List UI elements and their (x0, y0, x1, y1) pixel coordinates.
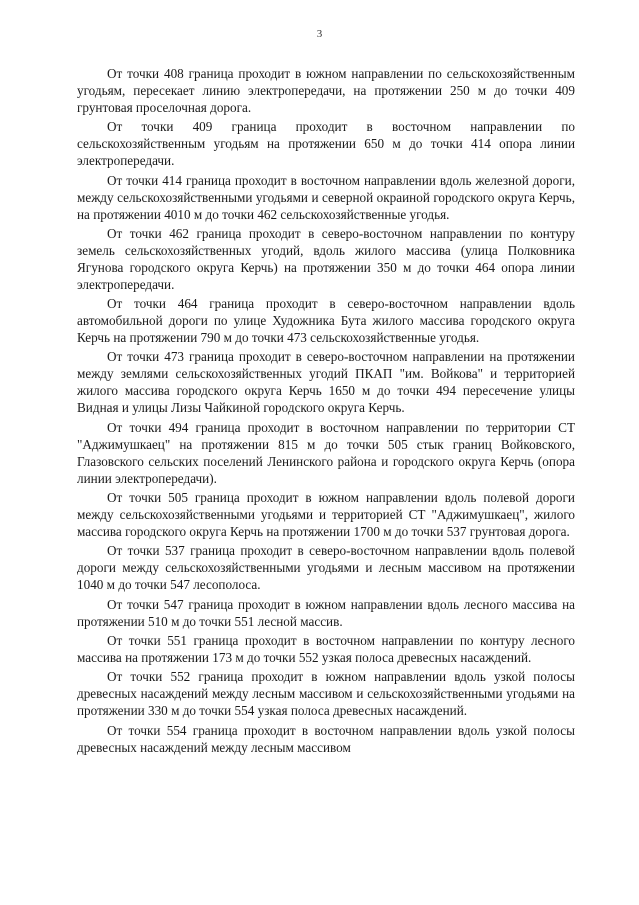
page-number: 3 (316, 28, 323, 40)
paragraph-4: От точки 462 граница проходит в северо-восточном направлении по контуру земель сельскохозяйственных угодий, вдоль жилого массива (улица Полковника Ягунова городского округа Керчь) на протяжении 350 м до точки 464 опора линии электропередачи. (77, 225, 575, 292)
document-body (77, 65, 575, 758)
paragraph-6: От точки 473 граница проходит в северо-восточном направлении на протяжении между землями сельскохозяйственных угодий ПКАП "им. Войкова" и территорией жилого массива городского округа Керчь 1650 м до точки 494 пересечение улицы Видная и улицы Лизы Чайкиной городского округа Керчь. (77, 349, 575, 416)
paragraph-11: От точки 551 граница проходит в восточном направлении по контуру лесного массива на протяжении 173 м до точки 552 узкая полоса древесных насаждений. (77, 632, 575, 665)
paragraph-13: От точки 554 граница проходит в восточном направлении вдоль узкой полосы древесных насаждений между лесным массивом (77, 722, 575, 755)
paragraph-5: От точки 464 граница проходит в северо-восточном направлении вдоль автомобильной дороги по улице Художника Бута жилого массива городского округа Керчь на протяжении 790 м до точки 473 сельскохозяйственные угодья. (77, 296, 575, 346)
paragraph-2: От точки 409 граница проходит в восточном направлении по сельскохозяйственным угодьям на протяжении 650 м до точки 414 опора линии электропередачи. (77, 119, 575, 169)
paragraph-10: От точки 547 граница проходит в южном направлении вдоль лесного массива на протяжении 510 м до точки 551 лесной массив. (77, 596, 575, 629)
paragraph-3: От точки 414 граница проходит в восточном направлении вдоль железной дороги, между сельскохозяйственными угодьями и северной окраиной городского округа Керчь, на протяжении 4010 м до точки 462 сельскохозяйственные угодья. (77, 172, 575, 222)
paragraph-1: От точки 408 граница проходит в южном направлении по сельскохозяйственным угодьям, пересекает линию электропередачи, на протяжении 250 м до точки 409 грунтовая проселочная дорога. (77, 66, 575, 115)
paragraph-7: От точки 494 граница проходит в восточном направлении по территории СТ "Аджимушкаец" на протяжении 815 м до точки 505 стык границ Войковского, Глазовского сельских поселений Ленинского района и городского округа Керчь (опора линии электропередачи). (77, 419, 575, 486)
paragraph-12: От точки 552 граница проходит в южном направлении вдоль узкой полосы древесных насаждений между лесным массивом и сельскохозяйственными угодьями на протяжении 330 м до точки 554 узкая полоса древесных насаждений. (77, 669, 575, 719)
paragraph-9: От точки 537 граница проходит в северо-восточном направлении вдоль полевой дороги между сельскохозяйственными угодьями и лесным массивом на протяжении 1040 м до точки 547 лесополоса. (77, 543, 575, 593)
paragraph-8: От точки 505 граница проходит в южном направлении вдоль полевой дороги между сельскохозяйственными угодьями и территорией СТ "Аджимушкаец", жилого массива городского округа Керчь на протяжении 1700 м до точки 537 грунтовая дорога. (77, 490, 575, 540)
